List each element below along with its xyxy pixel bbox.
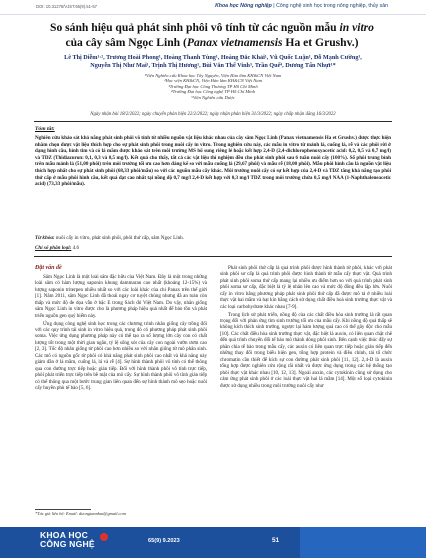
affiliation-3: ³Trường Đại học Công Thương TP Hồ Chí Minh <box>168 83 258 89</box>
journal-name: Khoa học Nông nghiệp <box>215 3 272 9</box>
title-italic: in vitro <box>339 21 374 34</box>
affiliations <box>40 73 386 100</box>
magazine-logo <box>40 531 98 553</box>
footnote-rule <box>35 509 91 510</box>
title-part3: Ha et Grushv.) <box>282 35 359 49</box>
affiliation-5: ⁵Viện Nghiên cứu Dược <box>191 94 235 100</box>
page-number: 51 <box>272 537 280 544</box>
body-column-left <box>35 274 207 393</box>
body-paragraph: Sâm Ngọc Linh là một loài sâm đặc hữu của Việt Nam. Đây là một trong những loài sâm có hàm lượng saponin khung dammaran cao nhất (khoảng 12-15%) và lượng saponin triterpen nhiều nhất so với các loài khác của chi Panax trên thế giới [1]. Năm 2011, sâm Ngọc Linh đã thoái ngay cơ tuyệt chủng nhưng đã an toàn còn thấp và mức độ đe dọa vẫn ở bậc E trong Sách đỏ Việt Nam. Do vậy, nhân giống sâm Ngọc Linh in vitro được cho là phương pháp hiệu quả nhất để bảo tồn và phát triển nguồn gen quý hiếm này. <box>35 274 207 319</box>
footer-accent-strip <box>300 527 426 558</box>
doi-text[interactable]: DOI: 10.31276/VJST.65(9).51-57 <box>36 4 97 9</box>
affiliation-2: ²Học viện KH&CN, Viện Hàn lâm KH&CN Việt Nam <box>164 78 262 84</box>
affiliation-4: ⁴Trường Đại học Công nghệ TP Hồ Chí Minh <box>170 89 256 95</box>
title-part1: So sánh hiệu quả phát sinh phôi vô tính từ các nguồn mẫu <box>50 21 340 34</box>
author-list <box>40 54 386 71</box>
keywords-value: nuôi cấy in vitro, phát sinh phôi, phôi thứ cấp, sâm Ngọc Linh. <box>54 235 184 241</box>
page-header <box>0 0 426 15</box>
abstract-text: Nghiên cứu khảo sát khả năng phát sinh phôi vô tính từ nhiều nguồn vật liệu khác nhau của cây sâm Ngọc Linh (Panax vietnamensis Ha et Grushv.) được thực hiện nhằm chọn được vật liệu thích hợp cho sự phát sinh phôi trong nuôi cấy in vitro. Trong nghiên cứu này, các mẫu in vitro từ mảnh lá, cuống lá, rễ và các phôi rời ở dạng hình cầu, hình tim và có lá mầm được khảo sát trên môi trường MS bổ sung riêng lẻ hoặc kết hợp 2,4-D (2,4-dichlorophenoxyacetic acid: 0,2, 0,5 và 0,7 mg/l) và TDZ (Thidiazuron: 0,1, 0,3 và 0,5 mg/l). Kết quả cho thấy, tất cả các vật liệu thí nghiệm đều cho phát sinh phôi sau 6 tuần nuôi cấy (100%). Số phôi trung bình trên mẫu mảnh lá (51,00 phôi) trên môi trường tối ưu cao hơn đáng kể so với mẫu cuống lá (29,67 phôi) và mẫu rễ (18,00 phôi). Mẫu phôi hình cầu là nguồn vật liệu thích hợp nhất cho sự phát sinh phôi (68,33 phôi/mẫu) so với các nguồn mẫu cấy khác. Môi trường nuôi cấy có sự kết hợp của 2,4-D và TDZ tăng khả năng tạo phôi thứ cấp ở mẫu phôi hình cầu, kết quả đạt cao nhất tại nồng độ 0,7 mg/l 2,4-D kết hợp với 0,3 mg/l TDZ trong môi trường chứa 0,5 mg/l NAA (1-Naphthaleneacetic acid) (73,33 phôi/mẫu). <box>35 135 391 188</box>
title-part2: của cây sâm Ngọc Linh ( <box>65 35 187 49</box>
keywords <box>35 235 391 241</box>
corresponding-author-footnote: *Tác giả liên hệ: Email: duongtannhut@gmail.com <box>35 511 126 516</box>
article-title <box>38 21 386 50</box>
body-column-right <box>220 265 392 390</box>
journal-header <box>215 3 388 9</box>
body-paragraph: Ứng dụng công nghệ sinh học trong các chương trình nhân giống cây trồng đối với các quy trình tái sinh in vitro hiệu quả, trong đó có phương pháp phát sinh phôi soma. Việc ứng dụng phương pháp này có thể tạo ra số lượng lớn cây con có chất lượng tốt trong một thời gian ngắn, tỷ lệ sống sót của cây con ngoài vườn ươm cao [2, 3]. Tốc độ nhân giống từ phôi cao hơn nhiều so với nhân giống từ mô phân sinh. Các mô có nguồn gốc từ phôi có khả năng phát sinh phôi cao nhất và khả năng này giảm dần ở lá mầm, cuống lá, lá và rễ [4]. Sự hình thành phôi vô tính có thể thông qua con đường trực tiếp hoặc gián tiếp. Đối với hình thành phôi vô tính trực tiếp, phôi phát triển trực tiếp trên bề mặt của mô cấy. Sự hình thành phôi vô tính gián tiếp có thể thông qua một bước trung gian liên quan đến sự hình thành mô sẹo hoặc nuôi cấy huyền phù tế bào [5, 6]. <box>35 320 207 392</box>
section-heading-intro: Đặt vấn đề <box>35 265 62 271</box>
logo-line-1: KHOA HỌC <box>40 530 89 540</box>
classification <box>35 245 391 251</box>
body-paragraph: Phát sinh phôi thứ cấp là quá trình phôi được hình thành từ phôi, khác với phát sinh phôi sơ cấp là quá trình phôi được hình thành từ mẫu cấy thực vật. Quá trình phát sinh phôi soma thứ cấp mang lại nhiều ưu điểm hơn so với quá trình phát sinh phôi soma sơ cấp, đặc biệt là tỷ lệ nhân lên cao và mức độ đồng đều lặp lớn. Nuôi cấy in vitro bằng phương pháp phát sinh phôi thứ cấp đã được mô tả ở nhiều loài thực vật hai mầm và hạt kín bằng cách sử dụng chất điều hoà sinh trưởng thực vật và các loại carbohydrate khác nhau [7-9]. <box>220 265 392 310</box>
authors-line-2: Nguyễn Thị Như Mai¹, Trịnh Thị Hương¹, Bùi Văn Thế Vinh³, Trần Quế⁴, Dương Tấn Nhựt¹* <box>90 62 336 70</box>
logo-line-2: CÔNG NGHỆ <box>40 539 95 549</box>
abstract-top-rule <box>34 121 392 122</box>
affiliation-1: ¹Viện Nghiên cứu Khoa học Tây Nguyên, Viện Hàn lâm KH&CN Việt Nam <box>144 73 282 78</box>
abstract-heading: Tóm tắt: <box>35 126 55 132</box>
title-species: Panax vietnamensis <box>186 35 283 49</box>
body-paragraph: Trong lịch sử phát triển, nồng độ của các chất điều hòa sinh trưởng là rất quan trọng đối với phản ứng tìm sinh trưởng tối ưu của mẫu cấy. Khi nồng độ quá thấp sẽ không kích thích sinh trưởng, ngược lại hàm lượng quá cao có thể gây độc cho mẫu [10]. Các chất điều hòa sinh trưởng thực vật, đặc biệt là auxin, có liên quan chặt chẽ đến quá trình chuyển đổi tế bào mô thành dòng phôi sinh. Bên cạnh việc thúc đẩy sự phân chia tế bào trong mẫu cấy, các auxin có liên quan trực tiếp hoặc gián tiếp đến những thay đổi trong biểu hiện gen, tổng hợp protein và điều chỉnh, tái tổ chức chromatin cần thiết để kích sự con đường phát sinh phôi [11, 12]. 2,4-D là auxin tổng hợp được nghiên cứu rộng rãi nhất và được ứng dụng trong các hệ thống tạo phôi thực vật khác nhau [10, 12, 13]. Ngoài auxin, các cytokinin cũng sử dụng cho cảm ứng phát sinh phôi ở các loài thực vật hai lá mầm [14]. Một số loại cytokinin được sử dụng nhiều trong môi trường nuôi cấy như <box>220 311 392 389</box>
submission-dates: Ngày nhận bài 18/2/2022; ngày chuyển phản biện 22/2/2022; ngày nhận phản biện 31/3/2022; ngày chấp nhận đăng 16/3/2022 <box>90 112 336 117</box>
journal-subtitle: Công nghệ sinh học trong nông nghiệp, thủy sản <box>276 3 388 9</box>
issue-label: 65(9) 9.2023 <box>148 538 180 544</box>
header-separator: | <box>273 3 277 9</box>
logo-dot-icon <box>100 533 108 541</box>
classification-value: 4.6 <box>71 245 80 251</box>
keywords-label: Từ khóa: <box>35 235 55 241</box>
classification-label: Chỉ số phân loại: <box>35 245 72 251</box>
authors-line-1: Lê Thị Diễm¹·², Trương Hoài Phong¹, Hoàng Thanh Tùng¹, Hoàng Đắc Khải¹, Vũ Quốc Luận¹, Đỗ Mạnh Cường¹, <box>64 54 362 61</box>
abstract-bottom-rule <box>34 256 392 257</box>
